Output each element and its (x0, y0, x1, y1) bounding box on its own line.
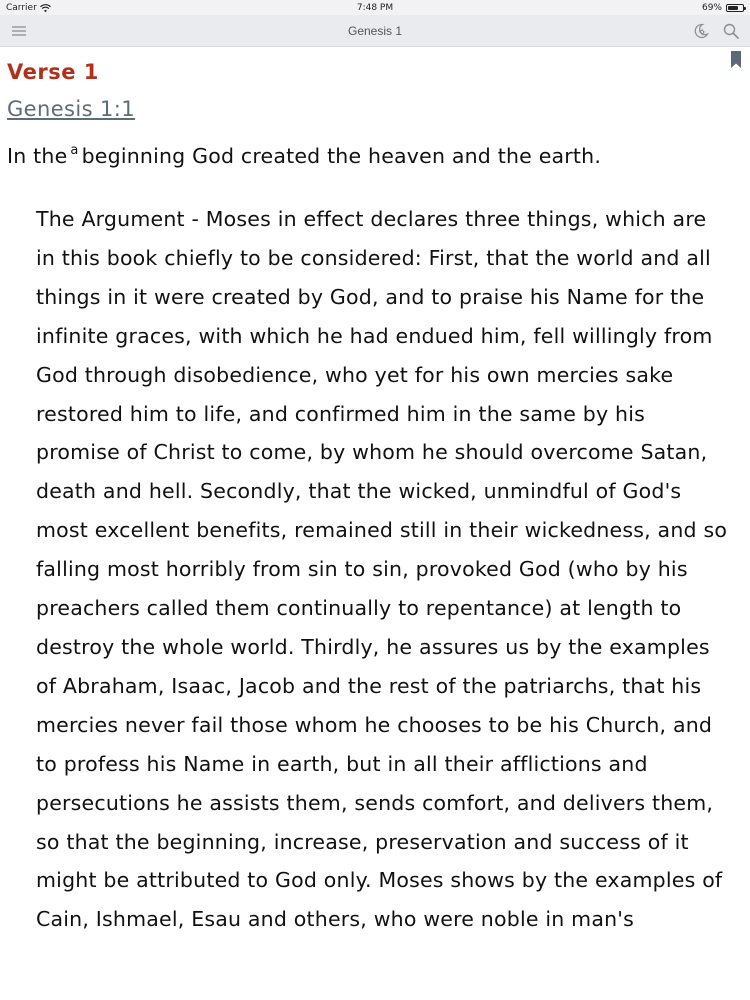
verse-reference-link[interactable]: Genesis 1:1 (7, 97, 136, 121)
verse-heading: Verse 1 (7, 60, 99, 84)
moon-icon[interactable] (692, 22, 710, 40)
reading-pane (0, 47, 750, 1000)
hamburger-menu-icon[interactable] (10, 23, 28, 39)
status-bar (0, 0, 750, 15)
nav-actions (692, 22, 740, 40)
status-time: 7:48 PM (356, 2, 394, 13)
battery-percent: 69% (701, 2, 722, 13)
carrier-label: Carrier (6, 2, 37, 13)
commentary-text: The Argument - Moses in effect declares three things, which are in this book chiefly to be considered: First, that the world and all things in it were created by God, and to praise his Name for the infinite graces, with which he had endued him, fell willingly from God through disobedience, who yet for his own mercies sake restored him to life, and confirmed him in the same by his promise of Christ to come, by whom he should overcome Satan, death and hell. Secondly, that the wicked, unmindful of God's most excellent benefits, remained still in their wickedness, and so falling most horribly from sin to sin, provoked God (who by his preachers called them continually to repentance) at length to destroy the whole world. Thirdly, he assures us by the examples of Abraham, Isaac, Jacob and the rest of the patriarchs, that his mercies never fail those whom he chooses to be his Church, and to profess his Name in earth, but in all their afflictions and persecutions he assists them, sends comfort, and delivers them, so that the beginning, increase, preservation and success of it might be attributed to God only. Moses shows by the examples of Cain, Ishmael, Esau and others, who were noble in man's (36, 207, 728, 932)
page-title: Genesis 1 (347, 23, 403, 38)
verse-text-after: beginning God created the heaven and the earth. (81, 144, 602, 168)
nav-bar (0, 15, 750, 47)
battery-icon (726, 4, 744, 12)
status-right (702, 3, 744, 13)
verse-text (7, 144, 601, 168)
search-icon[interactable] (722, 22, 740, 40)
status-left (6, 3, 51, 13)
verse-text-before: In the (7, 144, 68, 168)
footnote-marker-link[interactable]: a (70, 143, 79, 158)
battery-fill (728, 6, 738, 10)
wifi-icon (40, 4, 51, 12)
